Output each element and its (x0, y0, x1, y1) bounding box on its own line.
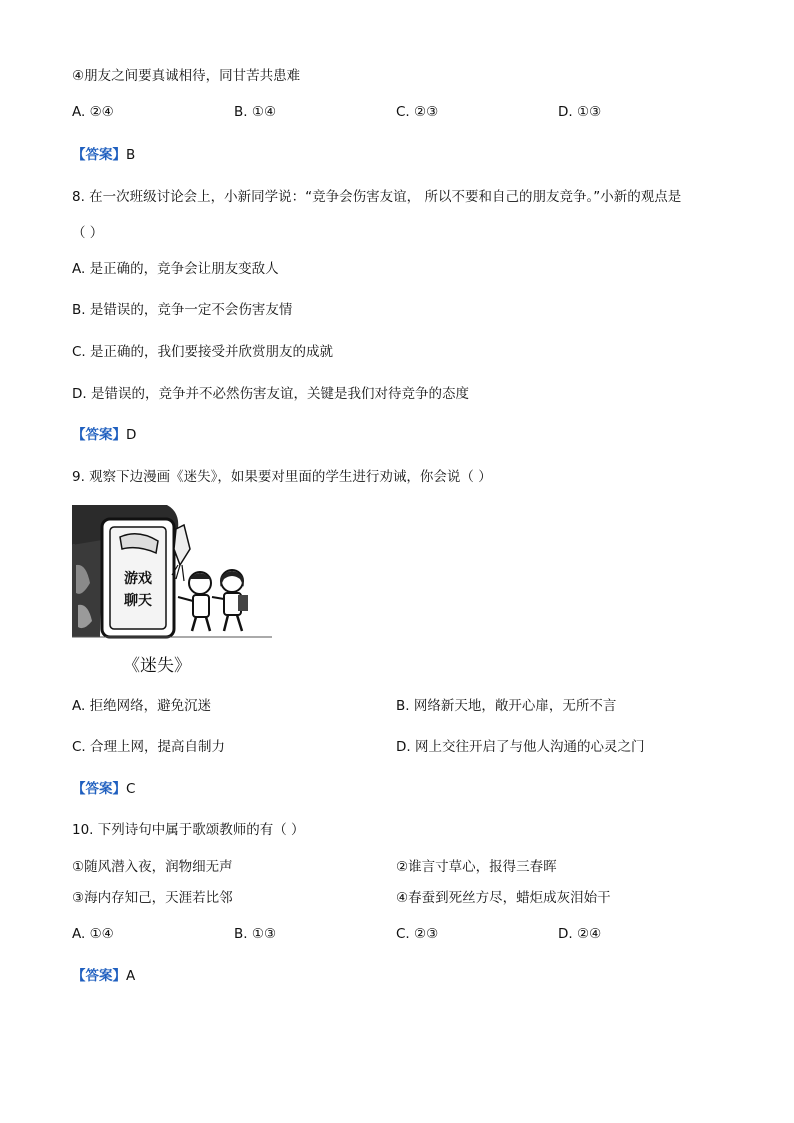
q10-statement-1: ①随风潜入夜，润物细无声 (72, 859, 233, 875)
q8-answer (72, 425, 136, 445)
q10-option-a: A. ①④ (72, 926, 114, 942)
q7-option-a: A. ②④ (72, 104, 114, 120)
cartoon-sign-line-1: 游戏 (124, 571, 152, 587)
q10-statement-3: ③海内存知己，天涯若比邻 (72, 890, 233, 906)
q10-option-c: C. ②③ (396, 926, 439, 942)
q9-option-d: D. 网上交往开启了与他人沟通的心灵之门 (396, 739, 645, 755)
q7-option-b: B. ①④ (234, 104, 277, 120)
q10-option-d: D. ②④ (558, 926, 602, 942)
q8-option-a: A. 是正确的，竞争会让朋友变敌人 (72, 261, 279, 277)
answer-value: C (126, 781, 136, 797)
answer-value: D (126, 427, 137, 443)
q9-answer (72, 779, 135, 799)
q9-option-a: A. 拒绝网络，避免沉迷 (72, 698, 212, 714)
q8-option-c: C. 是正确的，我们要接受并欣赏朋友的成就 (72, 344, 334, 360)
q7-option-d: D. ①③ (558, 104, 602, 120)
answer-value: B (126, 147, 136, 163)
cartoon-caption: 《迷失》 (123, 656, 191, 675)
q7-statement-4: ④朋友之间要真诚相待，同甘苦共患难 (72, 68, 301, 84)
q10-statement-4: ④春蚕到死丝方尽，蜡炬成灰泪始干 (396, 890, 611, 906)
cartoon-drawing (72, 505, 272, 675)
q8-option-d: D. 是错误的，竞争并不必然伤害友谊，关键是我们对待竞争的态度 (72, 386, 469, 402)
q8-option-b: B. 是错误的，竞争一定不会伤害友情 (72, 302, 293, 318)
answer-tag: 【答案】 (72, 781, 126, 797)
q10-answer (72, 966, 135, 986)
q9-option-c: C. 合理上网，提高自制力 (72, 739, 226, 755)
q7-answer (72, 145, 135, 165)
answer-tag: 【答案】 (72, 147, 126, 163)
q9-option-b: B. 网络新天地，敞开心扉，无所不言 (396, 698, 617, 714)
answer-tag: 【答案】 (72, 968, 126, 984)
cartoon-image (72, 505, 272, 675)
answer-tag: 【答案】 (72, 427, 126, 443)
answer-value: A (126, 968, 136, 984)
q10-statement-2: ②谁言寸草心，报得三春晖 (396, 859, 557, 875)
q8-stem: 8. 在一次班级讨论会上，小新同学说：“竞争会伤害友谊， 所以不要和自己的朋友竞争。”小新的观点是 (72, 189, 682, 205)
q10-stem: 10. 下列诗句中属于歌颂教师的有（ ） (72, 822, 305, 838)
q7-option-c: C. ②③ (396, 104, 439, 120)
q9-stem: 9. 观察下边漫画《迷失》，如果要对里面的学生进行劝诫，你会说（ ） (72, 469, 492, 485)
q10-option-b: B. ①③ (234, 926, 277, 942)
cartoon-sign-line-2: 聊天 (124, 593, 152, 609)
q8-paren: （ ） (72, 225, 104, 241)
